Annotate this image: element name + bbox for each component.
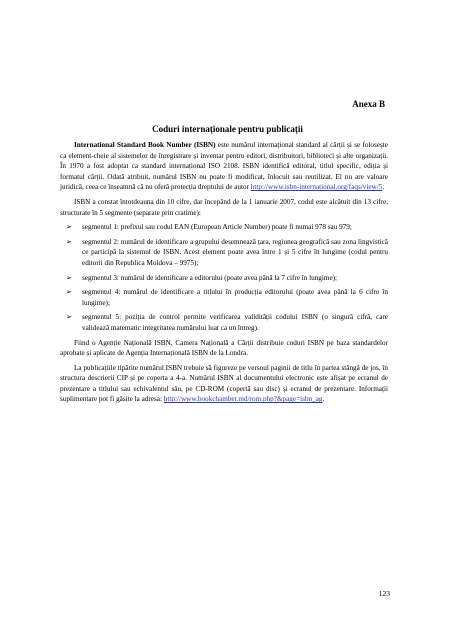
paragraph-end: . — [382, 183, 385, 192]
arrowhead-bullet-icon: ➢ — [66, 313, 73, 322]
list-item — [60, 273, 388, 284]
list-item — [60, 237, 388, 269]
arrowhead-bullet-icon: ➢ — [66, 237, 73, 246]
national-agency-paragraph: Fiind o Agenție Națională ISBN, Camera Națională a Cărții distribuie coduri ISBN pe baza standardelor aprobate și aplicate de Agenția Internațională ISBN de la Londra. — [60, 338, 388, 358]
list-item — [60, 287, 388, 308]
isbn-structure-paragraph: ISBN a constat întotdeauna din 10 cifre, dar începând de la 1 ianuarie 2007, codul este alcătuit din 13 cifre, structurate în 5 segmente (separate prin cratime): — [60, 197, 388, 217]
isbn-definition-text: este numărul internațional standard al cărții și se folosește ca element-cheie al sistemelor de înregistrare și inventar pentru editori, distribuitori, biblioteci și alte organizații. În 1970 a fost adoptat ca standard internațional ISO 2108. ISBN identifică editoral, titlul specific, ediția și formatul cărții. Odată atribuit, numărul ISBN nu poate fi modificat, înlocuit sau reutilizat. El nu are valoare juridică, ceea ce înseamnă că nu oferă protecția dreptului de autor — [60, 141, 388, 192]
list-item — [60, 222, 388, 233]
segment-text: segmentul 2: numărul de identificare a grupului desemnează țara, regiunea geografică sau zona lingvistică ce participă la sistemul de ISBN. Acest element poate avea între 1 și 5 cifre în lungime (codul pentru editorii din Republica Moldova – 9975); — [82, 237, 388, 267]
isbn-international-link[interactable]: http://www.isbn-international.org/faqs/view/5 — [250, 183, 383, 192]
isbn-placement-text: La publicațiile tipărite numărul ISBN trebuie să figureze pe versoul paginii de titlu în partea stângă de jos, în structura descrierii CIP și pe coperta a 4-a. Numărul ISBN al documentului electronic este afișat pe ecranul de prezentare a titlului sau echivalentul său, pe CD-ROM (copertă sau disc) și ecranul de prezentare. Informații suplimentare pot fi găsite la adresa: — [60, 363, 388, 404]
segment-text: segmentul 3: numărul de identificare a editorului (poate avea până la 7 cifre în lungime); — [82, 273, 338, 282]
paragraph-end: . — [322, 395, 325, 404]
arrowhead-bullet-icon: ➢ — [66, 273, 73, 282]
segment-text: segmentul 1: prefixul sau codul EAN (European Article Number) poate fi numai 978 sau 979; — [82, 223, 352, 232]
arrowhead-bullet-icon: ➢ — [66, 288, 73, 297]
segment-text: segmentul 5: poziția de control permite verificarea validității codului ISBN (o singură cifră, care validează matematic integritatea numărului luat ca un întreg). — [82, 313, 388, 332]
bookchamber-link[interactable]: http://www.bookchamber.md/rom.php?&page=isbn_ag — [163, 395, 323, 404]
segment-list — [60, 222, 388, 333]
annex-label: Anexa B — [352, 99, 385, 109]
list-item — [60, 312, 388, 333]
document-body — [60, 140, 388, 405]
page-title: Coduri internaționale pentru publicații — [152, 124, 303, 134]
arrowhead-bullet-icon: ➢ — [66, 223, 73, 232]
isbn-term: International Standard Book Number (ISBN) — [74, 141, 216, 149]
isbn-placement-paragraph — [60, 363, 388, 405]
isbn-definition-paragraph — [60, 140, 388, 193]
page-number: 123 — [378, 589, 390, 598]
segment-text: segmentul 4: numărul de identificare a titlului în producția editorului (poate avea până la 6 cifre în lungime); — [82, 288, 388, 307]
